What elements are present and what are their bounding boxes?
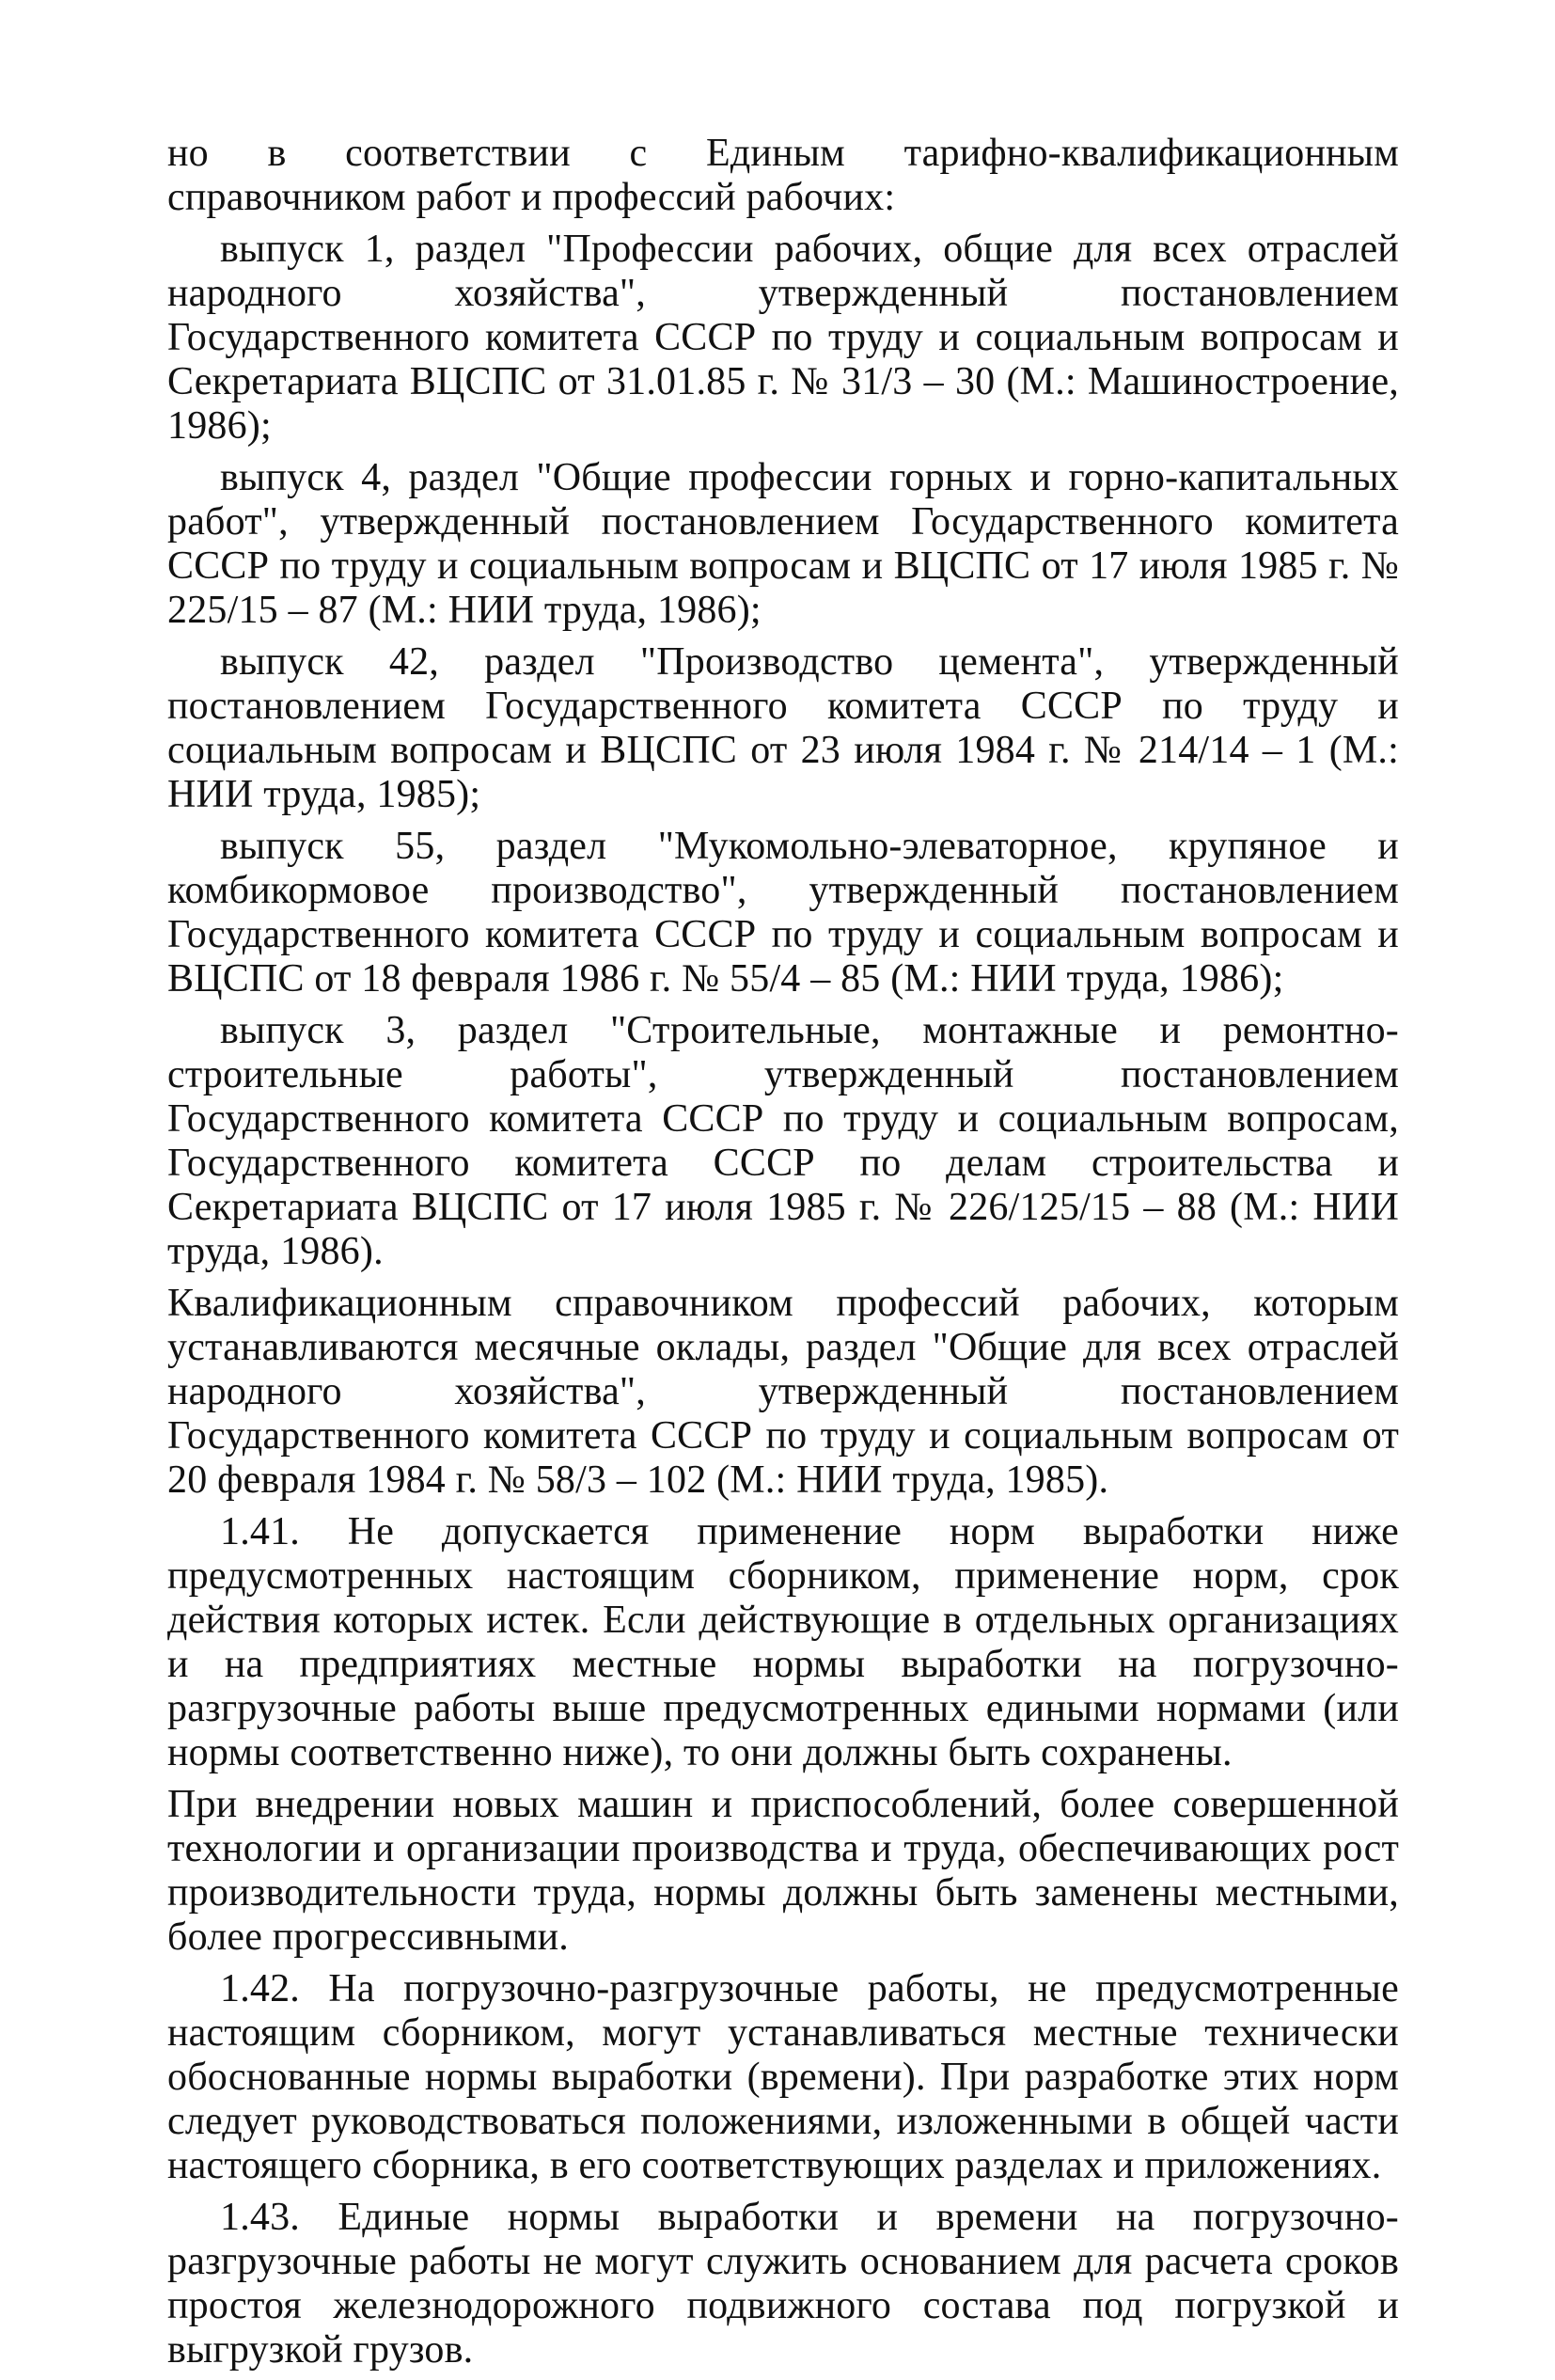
paragraph-new-machines: При внедрении новых машин и приспособлений, более совершенной технологии и организации производства и труда, обеспечивающих рост производительности труда, нормы должны быть заменены местными, более прогрессивными.	[167, 1783, 1399, 1959]
paragraph-qualification-reference: Квалификационным справочником профессий рабочих, которым устанавливаются месячные оклады, раздел "Общие для всех отраслей народного хозяйства", утвержденный постановлением Государственного комитета СССР по труду и социальным вопросам от 20 февраля 1984 г. № 58/3 – 102 (М.: НИИ труда, 1985).	[167, 1282, 1399, 1502]
paragraph-issue-42: выпуск 42, раздел "Производство цемента", утвержденный постановлением Государственного комитета СССР по труду и социальным вопросам и ВЦСПС от 23 июля 1984 г. № 214/14 – 1 (М.: НИИ труда, 1985);	[167, 640, 1399, 816]
paragraph-1-41: 1.41. Не допускается применение норм выработки ниже предусмотренных настоящим сборником, применение норм, срок действия которых истек. Если действующие в отдельных организациях и на предприятиях местные нормы выработки на погрузочно-разгрузочные работы выше предусмотренных едиными нормами (или нормы соответственно ниже), то они должны быть сохранены.	[167, 1510, 1399, 1774]
document-page	[167, 132, 1399, 2380]
paragraph-intro: но в соответствии с Единым тарифно-квалификационным справочником работ и профессий рабочих:	[167, 132, 1399, 219]
paragraph-issue-3: выпуск 3, раздел "Строительные, монтажные и ремонтно-строительные работы", утвержденный постановлением Государственного комитета СССР по труду и социальным вопросам, Государственного комитета СССР по делам строительства и Секретариата ВЦСПС от 17 июля 1985 г. № 226/125/15 – 88 (М.: НИИ труда, 1986).	[167, 1009, 1399, 1273]
paragraph-issue-4: выпуск 4, раздел "Общие профессии горных и горно-капитальных работ", утвержденный постановлением Государственного комитета СССР по труду и социальным вопросам и ВЦСПС от 17 июля 1985 г. № 225/15 – 87 (М.: НИИ труда, 1986);	[167, 456, 1399, 632]
paragraph-1-42: 1.42. На погрузочно-разгрузочные работы, не предусмотренные настоящим сборником, могут устанавливаться местные технически обоснованные нормы выработки (времени). При разработке этих норм следует руководствоваться положениями, изложенными в общей части настоящего сборника, в его соответствующих разделах и приложениях.	[167, 1967, 1399, 2187]
paragraph-issue-55: выпуск 55, раздел "Мукомольно-элеваторное, крупяное и комбикормовое производство", утвержденный постановлением Государственного комитета СССР по труду и социальным вопросам и ВЦСПС от 18 февраля 1986 г. № 55/4 – 85 (М.: НИИ труда, 1986);	[167, 825, 1399, 1001]
paragraph-1-43: 1.43. Единые нормы выработки и времени на погрузочно-разгрузочные работы не могут служить основанием для расчета сроков простоя железнодорожного подвижного состава под погрузкой и выгрузкой грузов.	[167, 2196, 1399, 2372]
paragraph-issue-1: выпуск 1, раздел "Профессии рабочих, общие для всех отраслей народного хозяйства", утвержденный постановлением Государственного комитета СССР по труду и социальным вопросам и Секретариата ВЦСПС от 31.01.85 г. № 31/3 – 30 (М.: Машиностроение, 1986);	[167, 228, 1399, 448]
